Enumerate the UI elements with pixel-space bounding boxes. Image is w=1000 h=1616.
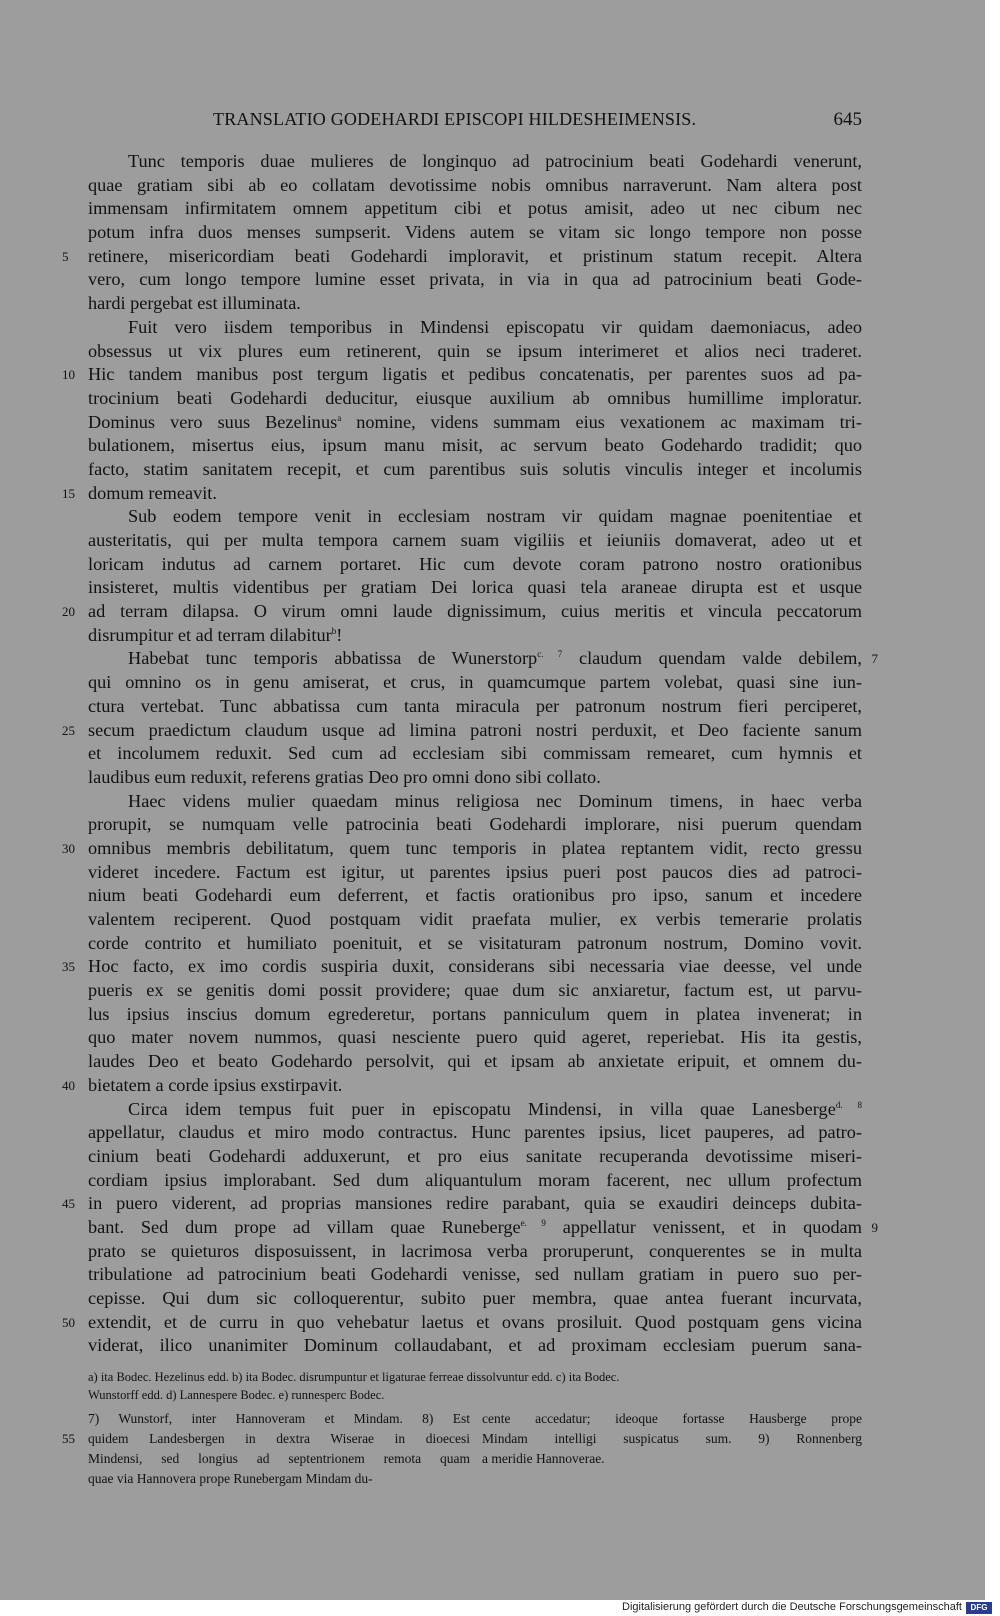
footnote-marker: d. 8 <box>835 1099 862 1110</box>
text-line <box>88 979 862 1003</box>
line-text: secum praedictum claudum usque ad limina patroni nostri perduxit, et Deo faciente sanum <box>88 719 862 740</box>
line-text: extendit, et de curru in quo vehebatur laetus et ovans prosiluit. Quod postquam gens vicina <box>88 1311 862 1332</box>
line-text: Habebat tunc temporis abbatissa de Wunerstorp <box>128 648 538 669</box>
line-text: quo mater novem nummos, quasi nesciente puero quid ageret, reperiebat. His ita gestis, <box>88 1027 862 1048</box>
text-line <box>88 1263 862 1287</box>
note-text: quae via Hannovera prope Runebergam Mindam du- <box>88 1471 373 1486</box>
apparatus-line: a) ita Bodec. Hezelinus edd. b) ita Bodec. disrumpuntur et ligaturae ferreae dissolvuntur edd. c) ita Bodec. <box>88 1370 620 1384</box>
line-text: cordiam ipsius implorabant. Sed dum aliquantulum moram facerent, nec ullum profectum <box>88 1169 862 1190</box>
note-text: quidem Landesbergen in dextra Wiserae in dioecesi <box>88 1431 470 1446</box>
main-text <box>62 150 878 1358</box>
line-text: austeritatis, qui per multa tempora carnem suam vigiliis et ieiuniis domaverat, adeo ut et <box>88 530 862 550</box>
line-text: trocinium beati Godehardi deducitur, eiusque auxilium ab omnibus humillime imploratur. <box>88 387 862 408</box>
line-number: 10 <box>62 367 75 383</box>
text-line <box>62 719 862 743</box>
line-text: prato se quieturos disposuissent, in lacrimosa verba proruperunt, conquerentes se in multa <box>88 1240 862 1261</box>
line-text: laudes Deo et beato Godehardo persolvit, qui et ipsam ab anxietate eripuit, et omnem du- <box>88 1051 862 1072</box>
line-text: nium beati Godehardi eum deferrent, et factis orationibus pro ipso, sanum et incedere <box>88 885 862 906</box>
note-text: cente accedatur; ideoque fortasse Hausberge prope <box>482 1411 862 1426</box>
note-line <box>482 1449 862 1469</box>
line-number: 15 <box>62 485 75 501</box>
dfg-logo: DFG <box>966 1602 992 1614</box>
line-number: 5 <box>62 248 69 264</box>
line-text: facto, statim sanitatem recepit, et cum parentibus suis solutis vinculis integer et incolumis <box>88 458 862 479</box>
line-text: ad terram dilapsa. O virum omni laude dignissimum, cuius meritis et vincula peccatorum <box>88 601 862 622</box>
text-line <box>62 600 862 624</box>
line-text: lus ipsius inscius domum egrederetur, portans panniculum quem in platea invenerat; in <box>88 1003 862 1024</box>
footnote-marker: e. 9 <box>520 1217 546 1228</box>
text-line <box>88 553 862 577</box>
line-text: hardi pergebat est illuminata. <box>88 293 301 314</box>
text-line <box>62 363 862 387</box>
text-line <box>88 505 862 529</box>
text-line <box>88 292 862 316</box>
line-text: corde contrito et humiliato poenituit, et se visitaturam patronum nostrum, Domino vovit. <box>88 932 862 953</box>
line-number: 25 <box>62 722 75 738</box>
note-text: Mindensi, sed longius ad septentrionem remota quam <box>88 1451 470 1466</box>
text-line <box>88 576 862 600</box>
note-line <box>482 1409 862 1429</box>
footnote-marker: b <box>331 625 337 636</box>
page-title: TRANSLATIO GODEHARDI EPISCOPI HILDESHEIMENSIS. <box>213 109 697 129</box>
note-line <box>88 1409 470 1429</box>
line-text: insisteret, multis videntibus per gratiam Dei lorica quasi tela araneae dirupta est et usque <box>88 577 862 598</box>
text-line <box>62 1192 862 1216</box>
line-number: 45 <box>62 1196 75 1212</box>
line-text: omnibus membris debilitatum, quem tunc temporis in platea reptantem vidit, recto gressu <box>88 837 862 858</box>
footer-bar <box>0 1600 1000 1616</box>
text-line <box>88 1240 862 1264</box>
note-line <box>88 1449 470 1469</box>
note-text: a meridie Hannoverae. <box>482 1451 605 1466</box>
text-line <box>88 908 862 932</box>
note-line <box>482 1429 862 1449</box>
text-line <box>88 1098 862 1122</box>
text-line <box>88 742 862 766</box>
text-line <box>62 1074 862 1098</box>
text-line <box>88 647 878 671</box>
text-line <box>88 671 862 695</box>
text-line <box>88 340 862 364</box>
apparatus-line: Wunstorff edd. d) Lannespere Bodec. e) runnesperc Bodec. <box>88 1388 385 1402</box>
text-line <box>88 387 862 411</box>
text-line <box>88 411 862 435</box>
text-line <box>88 1287 862 1311</box>
line-text: viderat, ilico unanimiter Dominum collaudabant, et ad proximam ecclesiam puerum sana- <box>88 1335 862 1356</box>
text-line <box>88 932 862 956</box>
margin-note-number: 9 <box>871 1219 878 1235</box>
line-number: 40 <box>62 1077 75 1093</box>
page-number: 645 <box>833 109 862 130</box>
text-line <box>88 150 862 174</box>
line-text: Dominus vero suus Bezelinus <box>88 411 338 432</box>
line-text: bietatem a corde ipsius exstirpavit. <box>88 1074 343 1095</box>
line-text: potum infra duos menses sumpserit. Videns autem se vitam sic longo tempore non posse <box>88 222 862 243</box>
line-text: ctura vertebat. Tunc abbatissa cum tanta miracula per patronum nostrum fieri perciperet, <box>88 695 862 716</box>
text-line <box>88 268 862 292</box>
text-line <box>62 837 862 861</box>
text-line <box>88 790 862 814</box>
text-line <box>88 316 862 340</box>
text-line <box>88 174 862 198</box>
line-text: cinium beati Godehardi adduxerunt, et pro eius sanitate recuperanda devotissime miseri- <box>88 1145 862 1166</box>
line-text: domum remeavit. <box>88 482 217 503</box>
line-text: Sub eodem tempore venit in ecclesiam nostram vir quidam magnae poenitentiae et <box>128 506 862 527</box>
line-text: Fuit vero iisdem temporibus in Mindensi episcopatu vir quidam daemoniacus, adeo <box>128 316 862 337</box>
line-text: bant. Sed dum prope ad villam quae Runeberge <box>88 1216 521 1237</box>
text-line <box>88 1026 862 1050</box>
line-text: obsessus ut vix plures eum retinerent, quin se ipsum interimeret et alios neci traderet. <box>88 340 862 361</box>
line-text: retinere, misericordiam beati Godehardi imploravit, et pristinum statum recepit. Altera <box>88 245 862 266</box>
line-text: Hoc facto, ex imo cordis suspiria duxit, considerans sibi necessaria viae deesse, vel unde <box>88 956 862 977</box>
line-number: 35 <box>62 959 75 975</box>
note-text: Mindam intelligi suspicatus sum. 9) Ronnenberg <box>482 1431 862 1446</box>
line-text: immensam infirmitatem omnem appetitum cibi et potus amisit, adeo ut nec cibum nec <box>88 198 862 219</box>
text-line <box>88 458 862 482</box>
line-text: vero, cum longo tempore lumine esset privata, in via in qua ad patrocinium beati Gode- <box>88 269 862 290</box>
text-line <box>88 1145 862 1169</box>
running-header <box>88 109 862 135</box>
note-line <box>62 1429 470 1449</box>
text-line <box>88 221 862 245</box>
line-number: 30 <box>62 840 75 856</box>
text-line <box>88 884 862 908</box>
text-line <box>62 1311 862 1335</box>
text-line <box>88 1003 862 1027</box>
line-text: valentem reciperent. Quod postquam vidit praefata mulier, ex verbis temerarie prolatis <box>88 909 862 929</box>
line-text: pueris ex se genitis domi possit providere; quae dum sic anxiaretur, factum est, ut parvu- <box>88 980 862 1001</box>
footnote-marker: c. 7 <box>537 649 563 660</box>
footer-credit: Digitalisierung gefördert durch die Deutsche Forschungsgemeinschaft <box>622 1601 962 1613</box>
note-line <box>88 1469 470 1489</box>
line-text: tribulatione ad patrocinium beati Godehardi venisse, sed nullam gratiam in puero suo per- <box>88 1264 862 1285</box>
line-text-rest: claudum quendam valde debilem, <box>562 648 862 669</box>
line-text: quae gratiam sibi ab eo collatam devotissime nobis omnibus narraverunt. Nam altera post <box>88 174 862 195</box>
line-text-rest: nomine, videns summam eius vexationem ac maximam tri- <box>341 411 862 432</box>
line-text: bulationem, misertus eius, ipsum manu misit, ac servum beato Godehardo tradidit; quo <box>88 435 862 456</box>
text-line <box>62 955 862 979</box>
line-text: et incolumem reduxit. Sed cum ad ecclesiam sibi commissam remearet, cum hymnis et <box>88 743 862 764</box>
line-text: laudibus eum reduxit, referens gratias Deo pro omni dono sibi collato. <box>88 766 601 787</box>
line-text-rest: ! <box>336 624 343 645</box>
text-line <box>88 1334 862 1358</box>
line-number: 20 <box>62 604 75 620</box>
text-line <box>88 197 862 221</box>
line-number: 50 <box>62 1314 75 1330</box>
text-line <box>88 529 862 553</box>
line-text: in puero viderent, ad proprias mansiones redire parabant, quia se exaudiri deinceps dubita- <box>88 1193 862 1214</box>
text-line <box>88 861 862 885</box>
line-text: qui omnino os in genu amiserat, et crus, in quamcumque partem volebat, quasi sine iun- <box>88 672 862 693</box>
text-line <box>88 1216 878 1240</box>
text-line <box>88 813 862 837</box>
text-line <box>88 1121 862 1145</box>
textual-apparatus <box>88 1368 862 1404</box>
line-text: prorupit, se numquam velle patrocinia beati Godehardi implorare, nisi puerum quendam <box>88 814 862 835</box>
footnote-marker: a <box>337 412 342 423</box>
line-text-rest: appellatur venissent, et in quodam <box>545 1216 863 1237</box>
commentary-notes-right <box>482 1409 862 1469</box>
text-line <box>88 695 862 719</box>
line-text: loricam indutus ad carnem portaret. Hic cum devote coram patrono nostro orationibus <box>88 553 862 574</box>
note-text: 7) Wunstorf, inter Hannoveram et Mindam. 8) Est <box>88 1411 470 1426</box>
commentary-notes-left <box>62 1409 470 1489</box>
line-text: appellatur, claudus et miro modo contractus. Hunc parentes ipsius, licet pauperes, ad patro- <box>88 1122 862 1143</box>
line-text: cepisse. Qui dum sic colloquerentur, subito puer membra, quae antea fuerant incurvata, <box>88 1288 862 1308</box>
line-text: Hic tandem manibus post tergum ligatis et pedibus concatenatis, per parentes suos ad pa- <box>88 364 862 385</box>
margin-note-number: 7 <box>871 651 878 667</box>
text-line <box>88 624 862 648</box>
line-number: 55 <box>62 1431 75 1446</box>
text-line <box>88 766 862 790</box>
text-line <box>88 1169 862 1193</box>
line-text: Tunc temporis duae mulieres de longinquo ad patrocinium beati Godehardi venerunt, <box>128 151 862 171</box>
line-text: disrumpitur et ad terram dilabitur <box>88 624 332 645</box>
line-text: Haec videns mulier quaedam minus religiosa nec Dominum timens, in haec verba <box>128 790 862 811</box>
text-line <box>88 1050 862 1074</box>
line-text: videret incedere. Factum est igitur, ut parentes ipsius pueri post paucos dies ad patroci- <box>88 861 862 882</box>
line-text: Circa idem tempus fuit puer in episcopatu Mindensi, in villa quae Lanesberge <box>128 1098 836 1119</box>
text-line <box>62 245 862 269</box>
text-line <box>62 482 862 506</box>
text-line <box>88 434 862 458</box>
